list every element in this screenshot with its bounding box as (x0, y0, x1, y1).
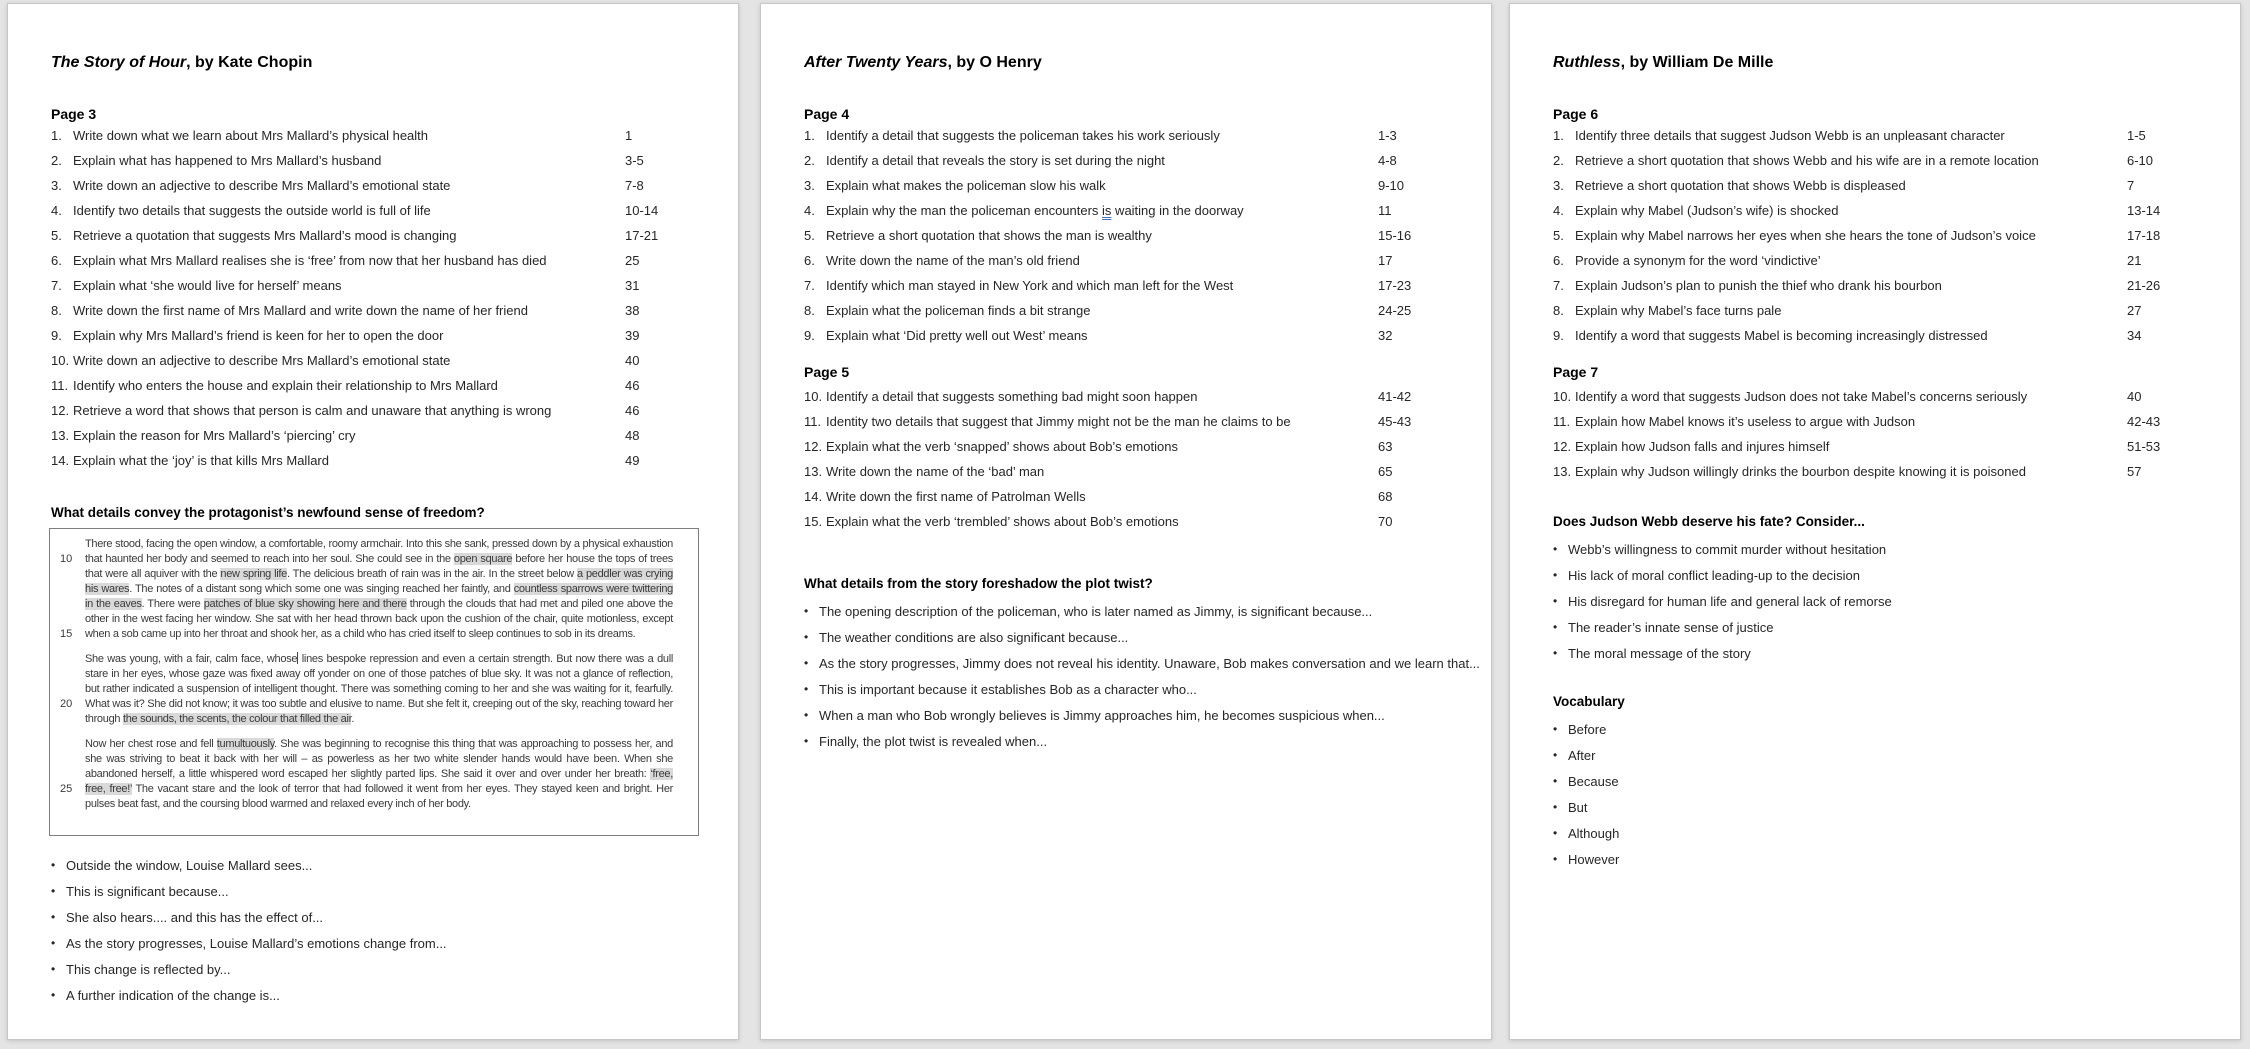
question-row (51, 248, 699, 273)
question-row (51, 298, 699, 323)
story-title (51, 53, 699, 73)
bullet-text: The moral message of the story (1568, 645, 1751, 661)
question-text: Write down the first name of Mrs Mallard and write down the name of her friend (73, 303, 528, 318)
question-number: 12. (51, 403, 70, 418)
question-line-reference: 17 (1378, 253, 1393, 268)
question-text: Retrieve a word that shows that person is calm and unaware that anything is wrong (73, 403, 552, 418)
question-row (804, 484, 1452, 509)
bullet-text: She also hears.... and this has the effect of... (66, 909, 324, 925)
question-number: 2. (1553, 153, 1564, 168)
question-text: Explain what makes the policeman slow his walk (826, 178, 1106, 193)
question-line-reference: 57 (2127, 464, 2142, 479)
question-text: Write down the first name of Patrolman Wells (826, 489, 1086, 504)
bullet-text: Before (1568, 721, 1607, 737)
question-text: Explain why Mabel (Judson’s wife) is shocked (1575, 203, 1839, 218)
question-line-reference: 42-43 (2127, 414, 2161, 429)
page-number-heading: Page 5 (804, 364, 850, 380)
page-number-heading: Page 7 (1553, 364, 1599, 380)
question-number: 1. (51, 128, 62, 143)
question-row (51, 123, 699, 148)
question-number: 5. (1553, 228, 1564, 243)
question-line-reference: 34 (2127, 328, 2142, 343)
question-number: 7. (51, 278, 62, 293)
section-heading: What details convey the protagonist’s newfound sense of freedom? (51, 505, 485, 520)
bullet-item (51, 930, 699, 956)
question-text: Explain why the man the policeman encounters is waiting in the doorway (826, 203, 1244, 218)
question-number: 8. (1553, 303, 1564, 318)
bullet-item (1553, 846, 2201, 872)
question-list (804, 123, 1452, 348)
question-number: 6. (1553, 253, 1564, 268)
question-text: Write down the name of the man’s old friend (826, 253, 1080, 268)
section-heading: Vocabulary (1553, 694, 1625, 709)
bullet-text: The opening description of the policeman, who is later named as Jimmy, is significant because... (819, 603, 1373, 619)
question-line-reference: 10-14 (625, 203, 659, 218)
question-line-reference: 17-21 (625, 228, 659, 243)
bullet-text: This change is reflected by... (66, 961, 231, 977)
passage-paragraph (50, 652, 698, 727)
question-line-reference: 41-42 (1378, 389, 1412, 404)
question-row (51, 423, 699, 448)
question-text: Explain how Judson falls and injures himself (1575, 439, 1830, 454)
bullet-item (804, 598, 1452, 624)
question-row (1553, 148, 2201, 173)
question-text: Provide a synonym for the word ‘vindictive’ (1575, 253, 1821, 268)
story-title-author: , by William De Mille (1620, 54, 1774, 71)
question-row (1553, 384, 2201, 409)
bullet-item (51, 982, 699, 1008)
bullet-list (51, 852, 699, 1008)
question-row (51, 348, 699, 373)
question-row (804, 173, 1452, 198)
question-row (1553, 123, 2201, 148)
question-text: Write down an adjective to describe Mrs Mallard’s emotional state (73, 178, 451, 193)
question-text: Retrieve a short quotation that shows Webb is displeased (1575, 178, 1906, 193)
story-title-name: After Twenty Years (804, 54, 948, 71)
question-number: 11. (1553, 414, 1571, 429)
bullet-icon: • (804, 682, 809, 696)
question-number: 3. (804, 178, 815, 193)
bullet-icon: • (1553, 800, 1558, 814)
question-row (1553, 298, 2201, 323)
question-list (51, 123, 699, 473)
bullet-icon: • (804, 734, 809, 748)
question-text: Explain what the verb ‘snapped’ shows about Bob’s emotions (826, 439, 1178, 454)
bullet-text: As the story progresses, Jimmy does not reveal his identity. Unaware, Bob makes conversation and we learn that... (819, 655, 1480, 671)
bullet-icon: • (1553, 594, 1558, 608)
bullet-text: This is important because it establishes Bob as a character who... (819, 681, 1197, 697)
question-line-reference: 6-10 (2127, 153, 2154, 168)
question-text: Explain what ‘Did pretty well out West’ means (826, 328, 1088, 343)
question-line-reference: 7-8 (625, 178, 644, 193)
bullet-text: A further indication of the change is... (66, 987, 280, 1003)
question-text: Explain what the policeman finds a bit strange (826, 303, 1091, 318)
bullet-text: Outside the window, Louise Mallard sees... (66, 857, 313, 873)
question-number: 12. (804, 439, 823, 454)
bullet-item (804, 650, 1480, 676)
question-line-reference: 48 (625, 428, 640, 443)
question-line-reference: 17-18 (2127, 228, 2161, 243)
question-line-reference: 1 (625, 128, 633, 143)
bullet-item (1553, 614, 2201, 640)
bullet-icon: • (1553, 774, 1558, 788)
question-row (51, 448, 699, 473)
passage-paragraph (50, 537, 698, 642)
question-row (804, 323, 1452, 348)
question-number: 4. (804, 203, 815, 218)
bullet-icon: • (804, 604, 809, 618)
question-number: 14. (804, 489, 823, 504)
question-number: 13. (804, 464, 823, 479)
question-text: Explain what has happened to Mrs Mallard’s husband (73, 153, 382, 168)
question-text: Identify three details that suggest Judson Webb is an unpleasant character (1575, 128, 2005, 143)
question-number: 10. (804, 389, 823, 404)
question-text: Explain how Mabel knows it’s useless to argue with Judson (1575, 414, 1916, 429)
question-row (804, 459, 1452, 484)
question-line-reference: 7 (2127, 178, 2135, 193)
bullet-item (1553, 536, 2201, 562)
highlighted-phrase: open square (453, 553, 513, 565)
question-number: 4. (1553, 203, 1564, 218)
question-number: 10. (1553, 389, 1572, 404)
question-row (804, 198, 1452, 223)
question-line-reference: 9-10 (1378, 178, 1405, 193)
bullet-icon: • (1553, 646, 1558, 660)
question-text: Identify a word that suggests Mabel is becoming increasingly distressed (1575, 328, 1988, 343)
bullet-icon: • (1553, 722, 1558, 736)
passage-line-number-gutter (50, 652, 85, 727)
question-row (51, 173, 699, 198)
question-row (51, 398, 699, 423)
question-number: 14. (51, 453, 70, 468)
bullet-item (1553, 562, 2201, 588)
bullet-item (51, 904, 699, 930)
question-text: Identify a detail that reveals the story is set during the night (826, 153, 1165, 168)
bullet-list (1553, 716, 2201, 872)
question-row (1553, 198, 2201, 223)
question-text: Explain Judson’s plan to punish the thief who drank his bourbon (1575, 278, 1942, 293)
story-title-author: , by O Henry (947, 54, 1042, 71)
question-line-reference: 68 (1378, 489, 1393, 504)
question-number: 8. (804, 303, 815, 318)
question-row (804, 123, 1452, 148)
question-number: 2. (51, 153, 62, 168)
bullet-item (804, 676, 1452, 702)
question-text: Retrieve a short quotation that shows the man is wealthy (826, 228, 1152, 243)
question-text: Explain what the verb ‘trembled’ shows about Bob’s emotions (826, 514, 1179, 529)
question-number: 9. (1553, 328, 1564, 343)
highlighted-phrase: patches of blue sky showing here and there (203, 598, 407, 610)
question-number: 8. (51, 303, 62, 318)
question-number: 11. (804, 414, 822, 429)
passage-line-number: 10 (60, 553, 73, 565)
question-line-reference: 63 (1378, 439, 1393, 454)
story-title-name: The Story of Hour (51, 54, 187, 71)
question-row (1553, 248, 2201, 273)
bullet-item (51, 852, 699, 878)
bullet-icon: • (1553, 826, 1558, 840)
question-number: 5. (804, 228, 815, 243)
page-3-content (1553, 105, 2201, 872)
bullet-text: But (1568, 799, 1588, 815)
question-text: Explain why Mabel’s face turns pale (1575, 303, 1782, 318)
question-text: Identify two details that suggests the outside world is full of life (73, 203, 431, 218)
question-text: Identify which man stayed in New York and which man left for the West (826, 278, 1234, 293)
bullet-icon: • (1553, 852, 1558, 866)
page-number-heading: Page 3 (51, 106, 97, 122)
page-2[interactable] (760, 3, 1492, 1040)
question-number: 7. (1553, 278, 1564, 293)
bullet-item (1553, 640, 2201, 666)
bullet-icon: • (51, 988, 56, 1002)
question-line-reference: 1-3 (1378, 128, 1397, 143)
question-number: 10. (51, 353, 70, 368)
highlighted-phrase: countless sparrows were twittering in the eaves (85, 583, 673, 610)
question-number: 12. (1553, 439, 1572, 454)
bullet-text: Webb’s willingness to commit murder without hesitation (1568, 541, 1887, 557)
bullet-item (1553, 742, 2201, 768)
question-row (51, 198, 699, 223)
question-text: Explain why Mabel narrows her eyes when she hears the tone of Judson’s voice (1575, 228, 2036, 243)
question-row (51, 273, 699, 298)
bullet-item (804, 702, 1452, 728)
question-row (1553, 434, 2201, 459)
bullet-text: After (1568, 747, 1596, 763)
question-line-reference: 70 (1378, 514, 1393, 529)
section-heading: What details from the story foreshadow the plot twist? (804, 576, 1153, 591)
bullet-item (1553, 820, 2201, 846)
story-title-name: Ruthless (1553, 54, 1621, 71)
question-text: Retrieve a short quotation that shows Webb and his wife are in a remote location (1575, 153, 2039, 168)
question-row (1553, 459, 2201, 484)
bullet-icon: • (804, 708, 809, 722)
question-line-reference: 21 (2127, 253, 2142, 268)
question-row (1553, 409, 2201, 434)
question-row (51, 373, 699, 398)
highlighted-phrase: ‘free, free, free!’ (85, 768, 673, 795)
question-text: Identify a word that suggests Judson does not take Mabel’s concerns seriously (1575, 389, 2028, 404)
question-row (804, 223, 1452, 248)
question-number: 1. (804, 128, 815, 143)
passage-line-number: 15 (60, 628, 73, 640)
question-line-reference: 11 (1378, 203, 1392, 218)
story-title-author: , by Kate Chopin (186, 54, 313, 71)
question-row (804, 148, 1452, 173)
bullet-icon: • (804, 630, 809, 644)
bullet-text: However (1568, 851, 1620, 867)
question-line-reference: 39 (625, 328, 640, 343)
bullet-icon: • (804, 656, 809, 670)
question-text: Explain what the ‘joy’ is that kills Mrs Mallard (73, 453, 329, 468)
bullet-icon: • (1553, 620, 1558, 634)
question-number: 3. (51, 178, 62, 193)
page-3[interactable] (1509, 3, 2241, 1040)
story-title (1553, 53, 2201, 73)
question-text: Identify who enters the house and explain their relationship to Mrs Mallard (73, 378, 498, 393)
section-heading: Does Judson Webb deserve his fate? Consider... (1553, 514, 1865, 529)
bullet-icon: • (1553, 568, 1558, 582)
question-number: 9. (51, 328, 62, 343)
question-line-reference: 27 (2127, 303, 2142, 318)
question-line-reference: 15-16 (1378, 228, 1412, 243)
bullet-item (1553, 768, 2201, 794)
passage-text: She was young, with a fair, calm face, whose lines bespoke repression and even a certain strength. But now there was a dull stare in her eyes, whose gaze was fixed away off yonder on one of those patches of blue sky. It was not a glance of reflection, but rather indicated a suspension of intelligent thought. There was something coming to her and she was waiting for it, fearfully. What was it? She did not know; it was too subtle and elusive to name. But she felt it, creeping out of the sky, reaching toward her through the sounds, the scents, the colour that filled the air. (85, 653, 673, 725)
bullet-item (1553, 716, 2201, 742)
question-line-reference: 40 (625, 353, 640, 368)
question-number: 4. (51, 203, 62, 218)
question-row (804, 273, 1452, 298)
question-row (1553, 173, 2201, 198)
question-row (804, 384, 1452, 409)
question-list (1553, 384, 2201, 484)
question-line-reference: 65 (1378, 464, 1393, 479)
question-text: Retrieve a quotation that suggests Mrs Mallard’s mood is changing (73, 228, 457, 243)
story-title (804, 53, 1452, 73)
bullet-icon: • (1553, 748, 1558, 762)
question-line-reference: 17-23 (1378, 278, 1412, 293)
question-number: 15. (804, 514, 823, 529)
question-line-reference: 32 (1378, 328, 1393, 343)
passage-line-number-gutter (50, 737, 85, 812)
question-number: 7. (804, 278, 815, 293)
page-1-content (51, 105, 699, 1008)
question-text: Explain why Judson willingly drinks the bourbon despite knowing it is poisoned (1575, 464, 2026, 479)
question-number: 11. (51, 378, 69, 393)
question-text: Explain what Mrs Mallard realises she is ‘free’ from now that her husband has died (73, 253, 547, 268)
question-number: 1. (1553, 128, 1564, 143)
passage-text: There stood, facing the open window, a comfortable, roomy armchair. Into this she sank, pressed down by a physical exhaustion that haunted her body and seemed to reach into her soul. She could see in the open square before her house the tops of trees that were all aquiver with the new spring life. The delicious breath of rain was in the air. In the street below a peddler was crying his wares. The notes of a distant song which some one was singing reached her faintly, and countless sparrows were twittering in the eaves. There were patches of blue sky showing here and there through the clouds that had met and piled one above the other in the west facing her window. She sat with her head thrown back upon the cushion of the chair, quite motionless, except when a sob came up into her throat and shook her, as a child who has cried itself to sleep continues to sob in its dreams. (85, 538, 674, 640)
bullet-item (1553, 588, 2201, 614)
question-row (51, 323, 699, 348)
question-text: Write down the name of the ‘bad’ man (826, 464, 1045, 479)
question-row (1553, 273, 2201, 298)
question-number: 13. (1553, 464, 1572, 479)
question-text: Identify a detail that suggests the policeman takes his work seriously (826, 128, 1220, 143)
question-line-reference: 46 (625, 378, 640, 393)
question-line-reference: 46 (625, 403, 640, 418)
bullet-list (1553, 536, 2201, 666)
question-text: Write down an adjective to describe Mrs Mallard’s emotional state (73, 353, 451, 368)
question-text: Identify a detail that suggests something bad might soon happen (826, 389, 1198, 404)
question-line-reference: 31 (625, 278, 640, 293)
bullet-icon: • (1553, 542, 1558, 556)
passage-line-number-gutter (50, 537, 85, 642)
question-line-reference: 4-8 (1378, 153, 1397, 168)
question-list (1553, 123, 2201, 348)
passage-line-number: 25 (60, 783, 73, 795)
passage-extract-box[interactable] (49, 528, 699, 836)
page-1[interactable] (7, 3, 739, 1040)
bullet-icon: • (51, 936, 56, 950)
page-number-heading: Page 4 (804, 106, 850, 122)
bullet-text: Although (1568, 825, 1620, 841)
bullet-text: This is significant because... (66, 883, 229, 899)
bullet-text: When a man who Bob wrongly believes is Jimmy approaches him, he becomes suspicious when... (819, 707, 1385, 723)
bullet-text: The reader’s innate sense of justice (1568, 619, 1774, 635)
question-number: 2. (804, 153, 815, 168)
bullet-item (1553, 794, 2201, 820)
highlighted-phrase: the sounds, the scents, the colour that filled the air (122, 713, 352, 725)
question-row (1553, 223, 2201, 248)
question-line-reference: 51-53 (2127, 439, 2161, 454)
question-row (804, 409, 1452, 434)
bullet-item (804, 728, 1452, 754)
question-row (51, 148, 699, 173)
question-row (804, 434, 1452, 459)
question-line-reference: 21-26 (2127, 278, 2161, 293)
question-row (1553, 323, 2201, 348)
question-line-reference: 24-25 (1378, 303, 1412, 318)
question-text: Explain what ‘she would live for herself’ means (73, 278, 342, 293)
question-text: Explain why Mrs Mallard’s friend is keen for her to open the door (73, 328, 444, 343)
passage-paragraph (50, 737, 698, 812)
question-number: 3. (1553, 178, 1564, 193)
question-row (804, 298, 1452, 323)
question-number: 13. (51, 428, 70, 443)
grammar-marked-word: is (1102, 203, 1112, 218)
question-row (804, 248, 1452, 273)
text-cursor (297, 652, 298, 664)
highlighted-phrase: tumultuously (216, 738, 275, 750)
bullet-text: His disregard for human life and general lack of remorse (1568, 593, 1892, 609)
bullet-list (804, 598, 1480, 754)
question-row (804, 509, 1452, 534)
bullet-text: Finally, the plot twist is revealed when... (819, 733, 1048, 749)
question-row (51, 223, 699, 248)
page-2-content (804, 105, 1480, 754)
question-number: 5. (51, 228, 62, 243)
bullet-text: His lack of moral conflict leading-up to the decision (1568, 567, 1860, 583)
bullet-text: The weather conditions are also significant because... (819, 629, 1129, 645)
bullet-text: As the story progresses, Louise Mallard’s emotions change from... (66, 935, 447, 951)
bullet-icon: • (51, 962, 56, 976)
question-text: Identity two details that suggest that Jimmy might not be the man he claims to be (826, 414, 1291, 429)
bullet-icon: • (51, 910, 56, 924)
question-line-reference: 38 (625, 303, 640, 318)
bullet-item (51, 878, 699, 904)
question-line-reference: 13-14 (2127, 203, 2161, 218)
bullet-icon: • (51, 858, 56, 872)
passage-line-number: 20 (60, 698, 73, 710)
highlighted-phrase: new spring life (220, 568, 287, 580)
bullet-item (51, 956, 699, 982)
question-list (804, 384, 1452, 534)
passage-text: Now her chest rose and fell tumultuously. She was beginning to recognise this thing that was approaching to possess her, and she was striving to beat it back with her will – as powerless as her two white slender hands would have been. When she abandoned herself, a little whispered word escaped her slightly parted lips. She said it over and over under her breath: ‘free, free, free!’ The vacant stare and the look of terror that had followed it went from her eyes. They stayed keen and bright. Her pulses beat fast, and the coursing blood warmed and relaxed every inch of her body. (85, 738, 674, 810)
page-number-heading: Page 6 (1553, 106, 1599, 122)
question-number: 6. (804, 253, 815, 268)
question-line-reference: 49 (625, 453, 640, 468)
question-number: 6. (51, 253, 62, 268)
question-number: 9. (804, 328, 815, 343)
question-line-reference: 45-43 (1378, 414, 1412, 429)
bullet-icon: • (51, 884, 56, 898)
question-line-reference: 1-5 (2127, 128, 2146, 143)
question-line-reference: 25 (625, 253, 640, 268)
question-text: Write down what we learn about Mrs Mallard’s physical health (73, 128, 429, 143)
bullet-item (804, 624, 1452, 650)
question-line-reference: 40 (2127, 389, 2142, 404)
question-text: Explain the reason for Mrs Mallard’s ‘piercing’ cry (73, 428, 356, 443)
bullet-text: Because (1568, 773, 1619, 789)
highlighted-phrase: a peddler was crying his wares (85, 568, 674, 595)
question-line-reference: 3-5 (625, 153, 644, 168)
